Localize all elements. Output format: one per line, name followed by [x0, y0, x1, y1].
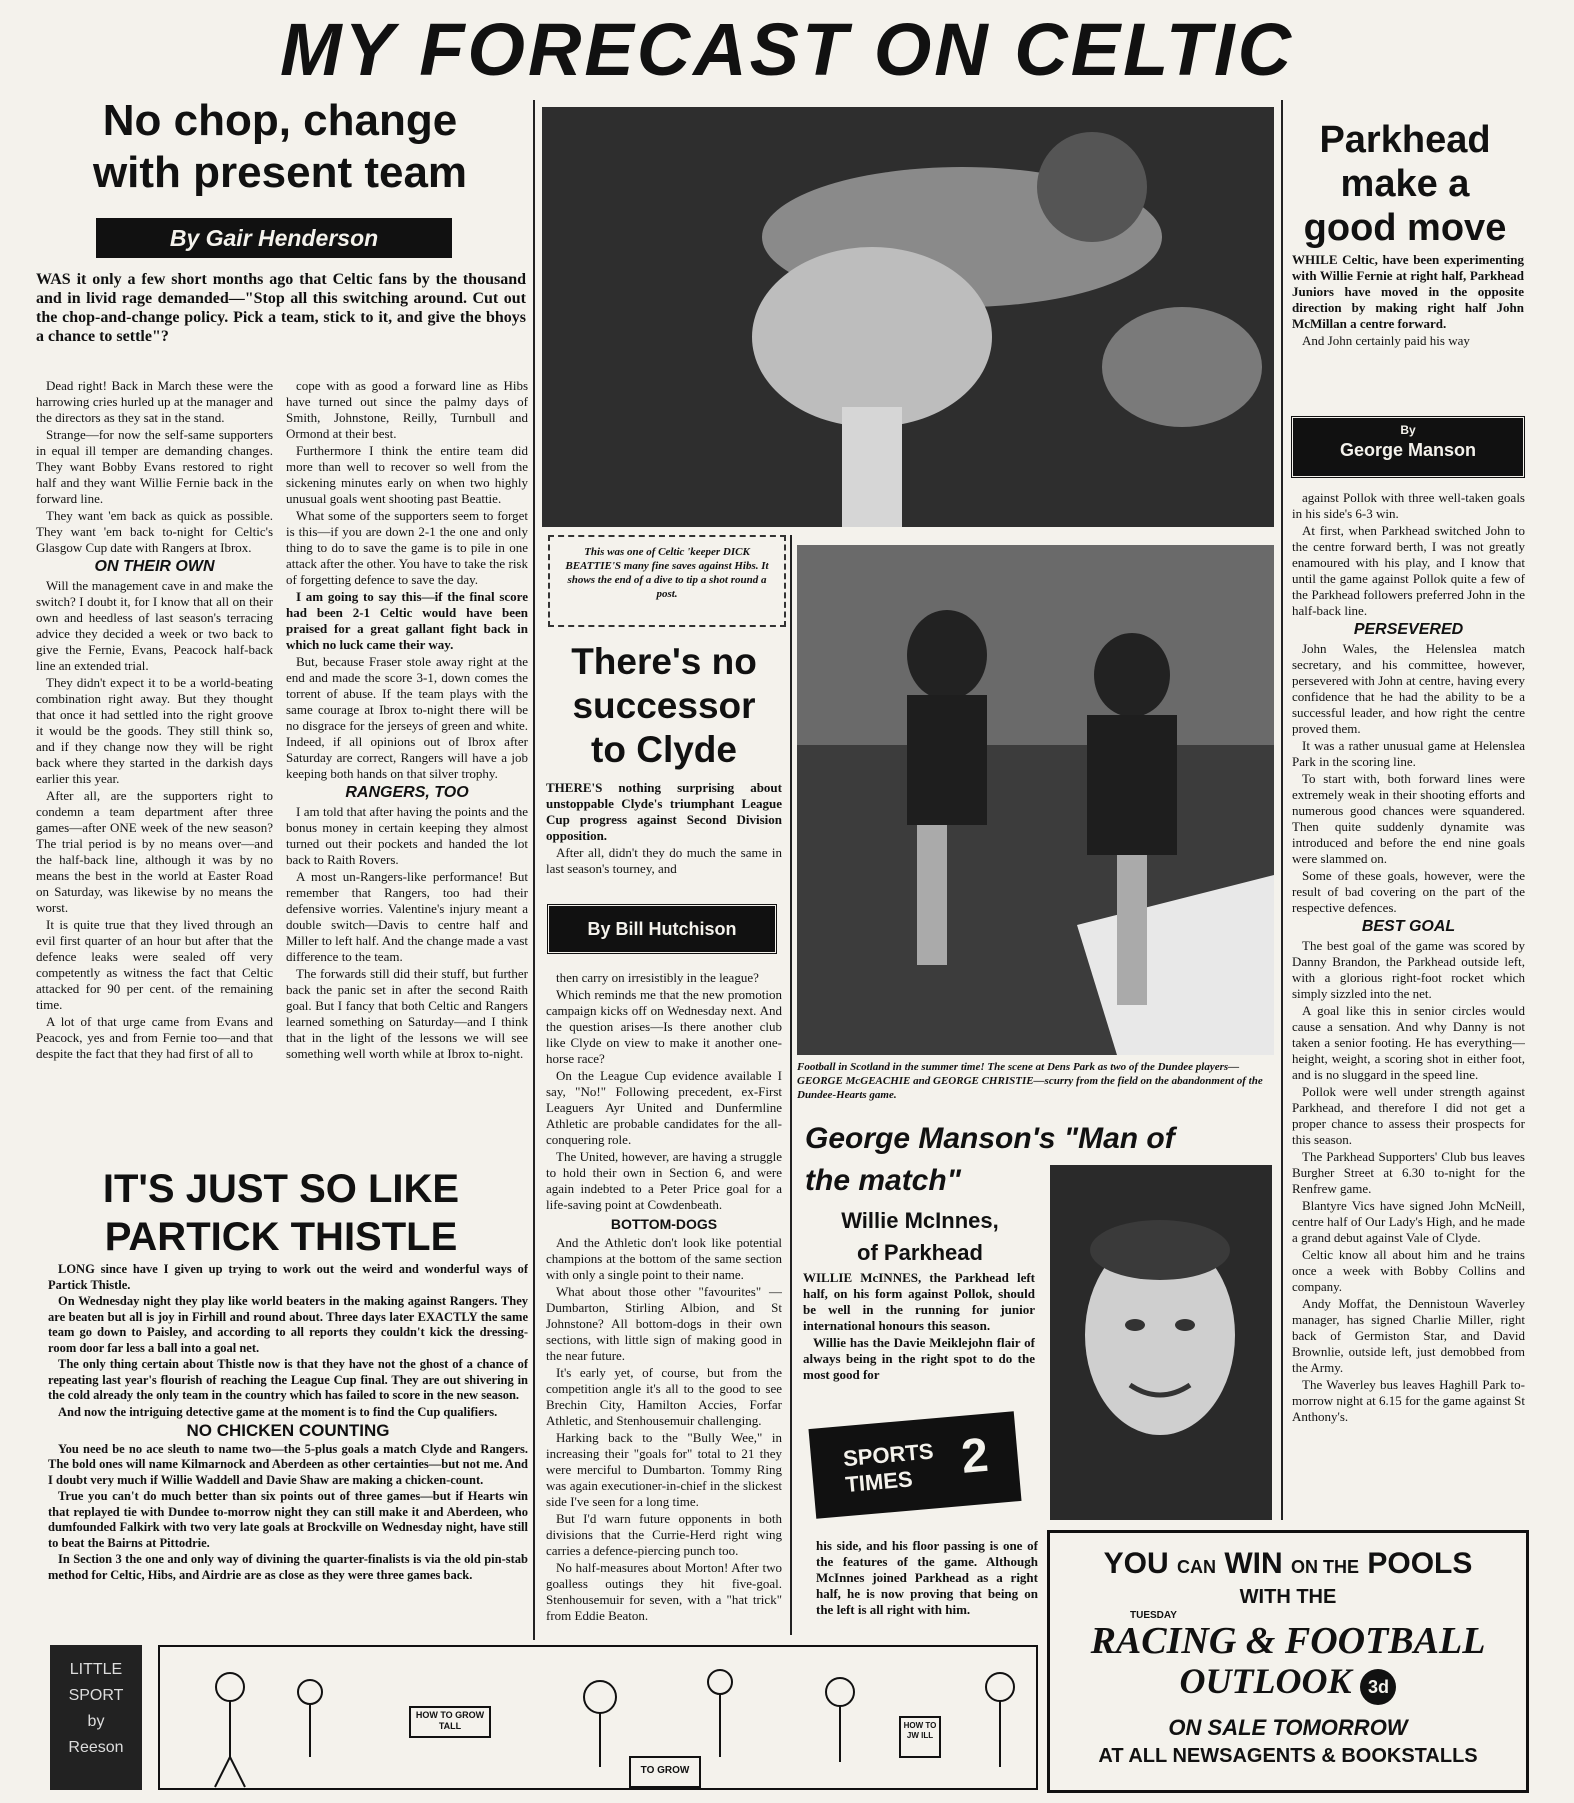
ad-on-the: ON THE: [1291, 1557, 1360, 1577]
clyde-p3: Which reminds me that the new promotion campaign kicks off on Wednesday next. And the question arises—Is there another club like Clyde on view to make it another one-horse race?: [546, 987, 782, 1066]
clyde-p6: And the Athletic don't look like potential champions at the bottom of the same section with only a single point to their name.: [546, 1235, 782, 1282]
left-title-line-1: No chop, change: [102, 96, 458, 145]
left-byline: By Gair Henderson: [96, 218, 452, 258]
left-col1-p3: They want 'em back as quick as possible. They want 'em back to-night for Celtic's Glasgow Cup date with Rangers at Ibrox.: [36, 508, 273, 555]
little-sport-line-3: by: [87, 1713, 105, 1730]
little-sport-line-4: Reeson: [68, 1739, 124, 1756]
cartoon-sign-1: HOW TO GROW TALL: [415, 1710, 485, 1731]
parkhead-p14: Andy Moffat, the Dennistoun Waverley manager, has signed Charlie Miller, right back of Germiston Star, and David Brownlie, outside left, just demobbed from the Army.: [1292, 1296, 1525, 1375]
manson-body-2: his side, and his floor passing is one of the features of the game. Although McInnes joined Parkhead as a right half, he is now proving that being on the left is all right with him.: [816, 1538, 1038, 1617]
headline: MY FORECAST ON CELTIC: [279, 8, 1295, 91]
clyde-p1: After all, didn't they do much the same in last season's tourney, and: [546, 845, 782, 876]
clyde-lead: [546, 780, 782, 878]
goalkeeper-image: [542, 107, 1274, 527]
little-sport-label: [50, 1645, 142, 1790]
clyde-p2: then carry on irresistibly in the league?: [556, 970, 759, 985]
sports-times-page: 2: [959, 1428, 991, 1484]
parkhead-byline: [1290, 415, 1526, 479]
partick-p3: The only thing certain about Thistle now is that they have not the ghost of a chance of repeating last year's flourish of reaching the League Cup final. They are out shivering in the cold already the only team in the country which has failed to score in the new season.: [48, 1357, 528, 1402]
manson-name-line-2: of Parkhead: [857, 1240, 983, 1265]
cartoon-drawing: [160, 1647, 1038, 1790]
partick-title-line-1: IT'S JUST SO LIKE: [102, 1167, 460, 1211]
manson-p1: WILLIE McINNES, the Parkhead left half, on his form against Pollok, should be well in the running for junior international honours this season.: [803, 1270, 1035, 1333]
clyde-p11: No half-measures about Morton! After two goalless outings they hit five-goal. Stenhousemuir for seven, with a "hat trick" from Eddie Beaton.: [546, 1560, 782, 1623]
ad-tuesday: TUESDAY: [1130, 1610, 1177, 1621]
clyde-title-line-1: There's no: [571, 641, 757, 682]
ad-price: 3d: [1360, 1669, 1396, 1705]
partick-title: [36, 1165, 526, 1261]
clyde-byline: By Bill Hutchison: [546, 903, 778, 955]
partick-p7: In Section 3 the one and only way of divining the quarter-finalists is via the old pin-stab method for Celtic, Hibs, and Airdrie are as close as they were three games back.: [48, 1552, 528, 1582]
manson-p2: Willie has the Davie Meiklejohn flair of always being in the right spot to do the most good for: [803, 1335, 1035, 1382]
parkhead-p3: At first, when Parkhead switched John to the centre forward berth, I was not greatly enamoured with his play, and I know that until the game against Pollok quite a few of the Parkhead followers preferred John in the half-back line.: [1292, 523, 1525, 618]
ad-brand-1: RACING & FOOTBALL: [1090, 1620, 1486, 1662]
left-story-title: [30, 95, 530, 199]
left-col1b-p5: A lot of that urge came from Evans and Peacock, yes and from Fernie too—and that despite the fact that they had first of all to: [36, 1014, 273, 1061]
clyde-p5: The United, however, are having a struggle to hold their own in Section 6, and were again indebted to a Peter Price goal for a life-saving point at Cowdenbeath.: [546, 1149, 782, 1212]
partick-p5: You need be no ace sleuth to name two—the 5-plus goals a match Clyde and Rangers. The bold ones will name Kilmarnock and Aberdeen as other certainties—but not me. And I doubt very much if Willie Waddell and Davie Shaw are making a chicken-count.: [48, 1441, 528, 1487]
sports-times-line-2: TIMES: [844, 1466, 914, 1498]
parkhead-title-line-3: good move: [1303, 207, 1507, 249]
sports-times-badge: [808, 1411, 1021, 1519]
left-subhead-rangers-too: RANGERS, TOO: [345, 784, 469, 801]
manson-name-line-1: Willie McInnes,: [841, 1208, 999, 1233]
left-col2-p5: But, because Fraser stole away right at the end and made the score 3-1, down comes the torrent of abuse. If the team plays with the same courage at Ibrox to-night there will be no disgrace for the jerseys of green and white. Indeed, if all opinions out of Ibrox after Saturday are correct, Rangers will have a job keeping both hands on that silver trophy.: [286, 654, 528, 781]
parkhead-p7: Some of these goals, however, were the result of bad covering on the part of the respective defences.: [1292, 868, 1525, 915]
ad-win: WIN: [1224, 1547, 1283, 1580]
partick-title-line-2: PARTICK THISTLE: [104, 1215, 458, 1259]
parkhead-p4: John Wales, the Helenslea match secretary, and his committee, however, persevered with John at centre, having every confidence that he had the ability to be a successful leader, and how right the centre proved them.: [1292, 641, 1525, 736]
partick-subhead: NO CHICKEN COUNTING: [186, 1421, 390, 1440]
photo1-caption: This was one of Celtic 'keeper DICK BEATTIE'S many fine saves against Hibs. It shows the end of a dive to tip a shot round a post.: [548, 535, 786, 627]
left-lead: WAS it only a few short months ago that Celtic fans by the thousand and in livid rage demanded—"Stop all this switching around. Cut out the chop-and-change policy. Pick a team, stick to it, and give the bhoys a chance to settle"?: [36, 271, 526, 345]
parkhead-p8: The best goal of the game was scored by Danny Brandon, the Parkhead outside left, with a glorious right-foot rocket which simply sizzled into the net.: [1292, 938, 1525, 1001]
left-col1b-p3: After all, are the supporters right to condemn a team department after three games—after ONE week of the new season? The trial period is by no means over—and the half-back line, although it was by no means the best in the world at Easter Road on Saturday, was likewise by no means the worst.: [36, 788, 273, 915]
parkhead-title-line-1: Parkhead: [1319, 119, 1491, 161]
clyde-p8: It's early yet, of course, but from the competition angle it's all to the good to see Brechin City, Hamilton Accies, Forfar Athletic, and Stenhousemuir challenging.: [546, 1365, 782, 1428]
clyde-title-line-2: successor: [572, 685, 756, 726]
photo-dens-park: [797, 545, 1274, 1055]
clyde-p9: Harking back to the "Bully Wee," in increasing their "goals for" total to 21 they were merciful to Dumbarton. Tommy Ring was again executioner-in-chief in the slickest side I've seen for a long time.: [546, 1430, 782, 1509]
manson-name: [805, 1205, 1035, 1269]
clyde-p10: But I'd warn future opponents in both divisions that the Currie-Herd right wing carries a defence-piercing punch too.: [546, 1511, 782, 1558]
parkhead-byline-by: By: [1400, 423, 1416, 437]
ad-brand-2: OUTLOOK: [1179, 1661, 1352, 1701]
clyde-subhead: BOTTOM-DOGS: [610, 1216, 718, 1232]
left-col-2: [286, 378, 528, 1158]
ad-line-1: [1050, 1547, 1526, 1584]
ad-brand-2-row: [1050, 1661, 1526, 1705]
ad-you: YOU: [1103, 1547, 1169, 1580]
parkhead-p12: Blantyre Vics have signed John McNeill, centre half of Our Lady's High, and he made a grand debut against Vale of Clyde.: [1292, 1198, 1525, 1245]
clyde-lead-text: THERE'S nothing surprising about unstoppable Clyde's triumphant League Cup progress against Second Division opposition.: [546, 780, 782, 843]
ad-line-3: ON SALE TOMORROW: [1168, 1715, 1408, 1740]
cartoon-sign-2: TO GROW: [640, 1765, 690, 1776]
parkhead-lead-text: WHILE Celtic, have been experimenting with Willie Fernie at right half, Parkhead Juniors have moved in the opposite direction by making right half John McMillan a centre forward.: [1292, 252, 1524, 331]
parkhead-body: [1292, 490, 1525, 1520]
photo2-caption: Football in Scotland in the summer time! The scene at Dens Park as two of the Dundee players—GEORGE McGEACHIE and GEORGE CHRISTIE—scurry from the field on the abandonment of the Dundee-Hearts game.: [797, 1061, 1263, 1101]
parkhead-p6: To start with, both forward lines were extremely weak in their shooting efforts and numerous good chances were squandered. Then quite suddenly dynamite was introduced and before the end nine goals were slammed on.: [1292, 771, 1525, 866]
left-col-1: [36, 378, 273, 1158]
photo-mcinnes: [1050, 1165, 1272, 1520]
partick-p4: And now the intriguing detective game at the moment is to find the Cup qualifiers.: [58, 1404, 498, 1419]
left-col2-p3: What some of the supporters seem to forget is this—if you are down 2-1 the one and only thing to do to save the game is to pile in one attack after the other. You have to take the risk of forgetting defence to save the day.: [286, 508, 528, 587]
parkhead-title-line-2: make a: [1340, 163, 1470, 205]
parkhead-title: [1285, 118, 1525, 250]
left-col1-p1: Dead right! Back in March these were the harrowing cries hurled up at the manager and the directors as they sat in the stand.: [36, 378, 273, 425]
parkhead-byline-name: George Manson: [1339, 440, 1477, 460]
column-rule-2: [790, 535, 792, 1635]
mcinnes-portrait: [1050, 1165, 1272, 1520]
column-rule-1: [533, 100, 535, 1640]
manson-body: [803, 1270, 1035, 1384]
left-col2b-p3: The forwards still did their stuff, but further back the panic set in after the second Raith goal. But I fancy that both Celtic and Rangers learned something on Saturday—and I think that in the light of the lessons we will see something well worth while at Ibrox to-night.: [286, 966, 528, 1061]
cartoon-strip: [158, 1645, 1038, 1790]
left-col2b-p1: I am told that after having the points and the bonus money in certain keeping they almost turned out their pockets and handed the lot back to Raith Rovers.: [286, 804, 528, 867]
left-col2-p2: Furthermore I think the entire team did more than well to recover so well from the sickening minutes early on when two highly unusual goals went shooting past Beattie.: [286, 443, 528, 506]
ad-pools: POOLS: [1367, 1547, 1473, 1580]
left-col2-p1: cope with as good a forward line as Hibs have turned out since the palmy days of Smith, Johnstone, Reilly, Turnbull and Ormond at their best.: [286, 378, 528, 441]
left-col1b-p4: It is quite true that they lived through an evil first quarter of an hour but after that the defence leaks were sealed off very competently as witness the fact that Celtic attacked for 90 per cent. of the remaining time.: [36, 917, 273, 1012]
ad-can: CAN: [1176, 1557, 1216, 1577]
left-title-line-2: with present team: [92, 148, 468, 197]
parkhead-subhead-persevered: PERSEVERED: [1353, 621, 1464, 638]
dens-park-image: [797, 545, 1274, 1055]
little-sport-line-2: SPORT: [68, 1687, 124, 1704]
sports-times-label: [842, 1438, 937, 1498]
left-col1b-p1: Will the management cave in and make the switch? I doubt it, for I know that all on their own and heedless of last season's terracing advice they decided a week or two back to give the Fernie, Evans, Peacock half-back line an extended trial.: [36, 578, 273, 673]
little-sport-line-1: LITTLE: [69, 1661, 123, 1678]
manson-title-line-1: George Manson's "Man of: [805, 1122, 1175, 1155]
column-rule-3: [1281, 100, 1283, 1520]
ad-line-4: AT ALL NEWSAGENTS & BOOKSTALLS: [1098, 1745, 1478, 1767]
clyde-title: [542, 640, 786, 772]
ad-line-2: WITH THE: [1239, 1586, 1337, 1608]
photo-goalkeeper-dive: [542, 107, 1274, 527]
clyde-p4: On the League Cup evidence available I say, "No!" Following precedent, ex-First Leaguers Ayr United and Dunfermline Athletic are probable candidates for the all-conquering role.: [546, 1068, 782, 1147]
left-col1-p2: Strange—for now the self-same supporters in equal ill temper are demanding changes. They want Bobby Evans restored to right half and they want Willie Fernie back in the forward line.: [36, 427, 273, 506]
parkhead-lead: [1292, 252, 1524, 350]
cartoon-sign-3: HOW TO JW ILL: [903, 1721, 937, 1740]
parkhead-p15: The Waverley bus leaves Haghill Park to-morrow night at 6.15 for the game against St Anthony's.: [1292, 1377, 1525, 1424]
left-subhead-on-their-own: ON THEIR OWN: [94, 558, 215, 575]
clyde-title-line-3: to Clyde: [591, 729, 737, 770]
partick-p6: True you can't do much better than six points out of three games—but if Hearts win that replayed tie with Dundee to-morrow night they can still make it and Aberdeen, who dumfounded Falkirk with two very late goals at Brockville on Wednesday night, have still to beat the Bairns at Pittodrie.: [48, 1489, 528, 1550]
parkhead-subhead-best-goal: BEST GOAL: [1361, 918, 1456, 935]
left-col2-p4: I am going to say this—if the final score had been 2-1 Celtic would have been praised for a great gallant fight back in which no luck came their way.: [286, 589, 528, 652]
parkhead-p11: The Parkhead Supporters' Club bus leaves Burgher Street at 6.30 to-night for the Renfrew game.: [1292, 1149, 1525, 1196]
manson-title-line-2: the match": [805, 1164, 961, 1197]
left-col1b-p2: They didn't expect it to be a world-beating combination right away. But they thought that once it had settled into the right groove it would be the goods. They still think so, and if they change now they will be right back where they started in the darkish days earlier this year.: [36, 675, 273, 786]
pools-advert: [1047, 1530, 1529, 1793]
clyde-body: [546, 970, 782, 1635]
parkhead-p5: It was a rather unusual game at Helenslea Park in the scoring line.: [1292, 738, 1525, 769]
clyde-p7: What about those other "favourites" —Dumbarton, Stirling Albion, and St Johnstone? All bottom-dogs in their own sections, with little sign of making good in the near future.: [546, 1284, 782, 1363]
parkhead-p10: Pollok were well under strength against Parkhead, and therefore I did not get a proper chance to assess their prospects for this season.: [1292, 1084, 1525, 1147]
partick-body: [48, 1262, 528, 1637]
partick-p2: On Wednesday night they play like world beaters in the making against Rangers. They are beaten but all is joy in Firhill and round about. Three days later EXACTLY the same team go down to Paisley, and according to all reports they couldn't kick the dressing-room door far less a ball into a goal net.: [48, 1294, 528, 1355]
parkhead-p13: Celtic know all about him and he trains once a week with Bobby Collins and company.: [1292, 1247, 1525, 1294]
partick-p1: LONG since have I given up trying to work out the weird and wonderful ways of Partick Thistle.: [48, 1262, 528, 1292]
left-col2b-p2: A most un-Rangers-like performance! But remember that Rangers, too had their defensive worries. Valentine's injury meant a double switch—Davis to centre half and Miller to left half. And the change made a vast difference to the team.: [286, 869, 528, 964]
parkhead-p1: And John certainly paid his way: [1302, 333, 1470, 348]
sports-times-line-1: SPORTS: [842, 1438, 935, 1472]
parkhead-p9: A goal like this in senior circles would cause a sensation. And why Danny is not taken a senior footing. He has everything—height, weight, a scoring shot in either foot, and is no sluggard in the speed line.: [1292, 1003, 1525, 1082]
parkhead-p2: against Pollok with three well-taken goals in his side's 6-3 win.: [1292, 490, 1525, 521]
